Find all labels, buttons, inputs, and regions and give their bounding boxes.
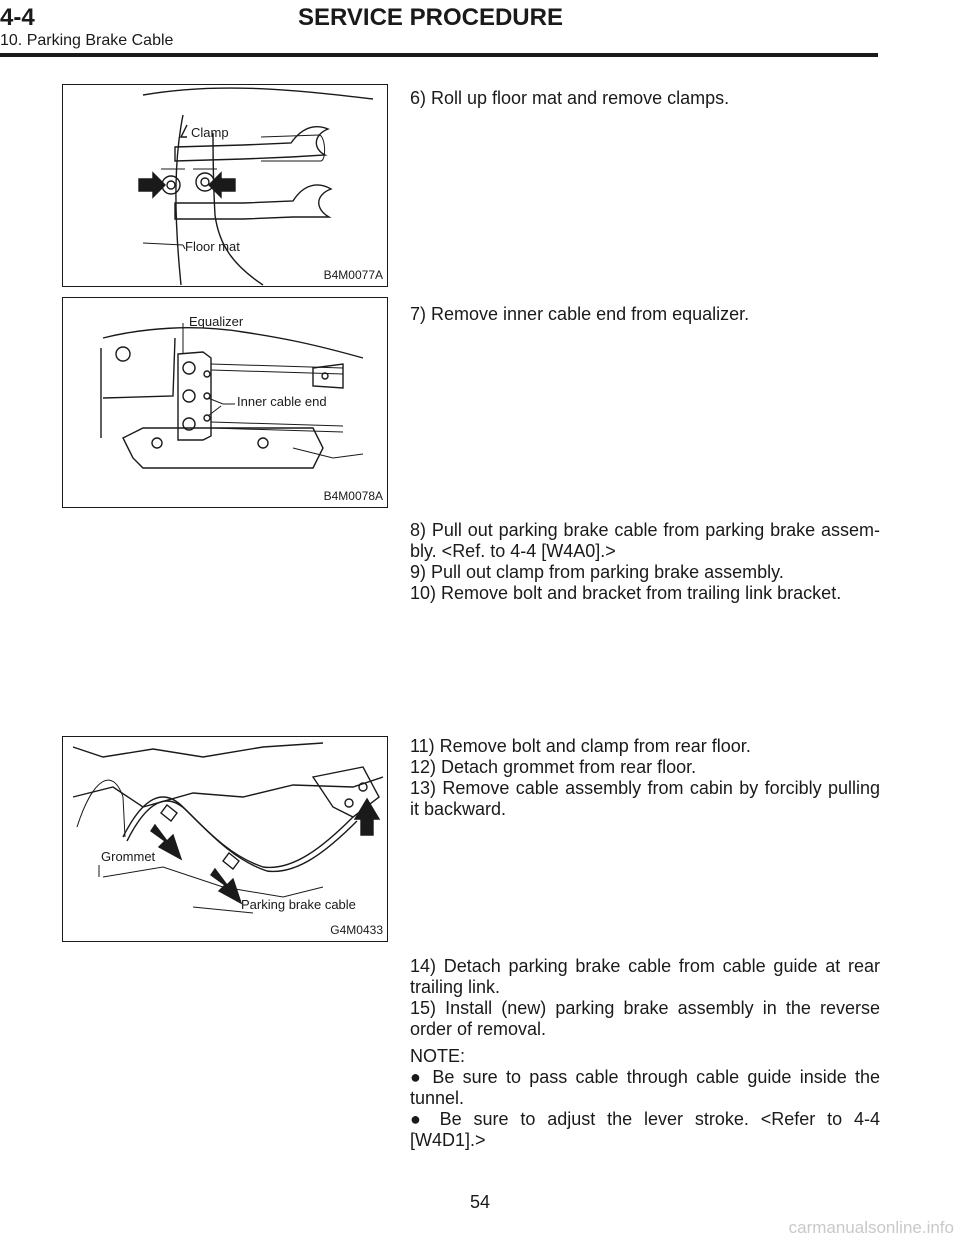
page-number: 54	[469, 1192, 491, 1212]
step-11-text: 11) Remove bolt and clamp from rear floor.	[410, 736, 751, 756]
note	[410, 1046, 880, 1151]
floor-mat-label: Floor mat	[185, 239, 240, 254]
step-7	[410, 304, 880, 325]
clamp-illustration	[63, 85, 387, 286]
step-8-line-2: bly. <Ref. to 4-4 [W4A0].>	[410, 541, 616, 561]
section-title: SERVICE PROCEDURE	[298, 4, 563, 31]
step-7-text: 7) Remove inner cable end from equalizer.	[410, 304, 750, 324]
figure-grommet	[62, 736, 388, 942]
figure-clamp	[62, 84, 388, 287]
clamp-label: Clamp	[191, 125, 229, 140]
watermark: carmanualsonline.info	[788, 1218, 954, 1237]
note-heading: NOTE:	[410, 1046, 466, 1066]
steps-14-15	[410, 956, 880, 1040]
bullet-icon: ●	[410, 1067, 425, 1087]
inner-cable-end-label: Inner cable end	[237, 394, 327, 409]
step-15-line-1: 15) Install (new) parking brake assembly in the reverse	[410, 998, 880, 1018]
step-12-text: 12) Detach grommet from rear floor.	[410, 757, 697, 777]
step-6	[410, 88, 880, 109]
section-number: 4-4	[0, 4, 35, 31]
figure-code: G4M0433	[330, 923, 383, 937]
steps-11-13	[410, 736, 880, 820]
steps-8-10	[410, 520, 880, 604]
step-13-line-1: 13) Remove cable assembly from cabin by forcibly pulling	[410, 778, 880, 798]
step-14-line-2: trailing link.	[410, 977, 501, 997]
step-13-line-2: it backward.	[410, 799, 507, 819]
figure-code: B4M0077A	[323, 268, 383, 282]
step-9-text: 9) Pull out clamp from parking brake assembly.	[410, 562, 784, 582]
header-rule	[0, 53, 878, 57]
step-14-line-1: 14) Detach parking brake cable from cable guide at rear	[410, 956, 880, 976]
figure-equalizer	[62, 297, 388, 508]
note-item-2-line-1: ● Be sure to adjust the lever stroke. <Refer to 4-4	[410, 1109, 880, 1129]
figure-code: B4M0078A	[323, 489, 383, 503]
step-15-line-2: order of removal.	[410, 1019, 547, 1039]
step-8-line-1: 8) Pull out parking brake cable from parking brake assem-	[410, 520, 880, 540]
note-item-1-line-2: tunnel.	[410, 1088, 465, 1108]
step-10-text: 10) Remove bolt and bracket from trailing link bracket.	[410, 583, 842, 603]
note-item-1-line-1: ● Be sure to pass cable through cable guide inside the	[410, 1067, 881, 1087]
equalizer-illustration	[63, 298, 387, 507]
grommet-label: Grommet	[101, 849, 156, 864]
bullet-icon: ●	[410, 1109, 428, 1129]
section-subtitle: 10. Parking Brake Cable	[0, 32, 174, 49]
note-item-2-line-2: [W4D1].>	[410, 1130, 486, 1150]
step-6-text: 6) Roll up floor mat and remove clamps.	[410, 88, 730, 108]
equalizer-label: Equalizer	[189, 314, 244, 329]
parking-brake-cable-label: Parking brake cable	[241, 897, 356, 912]
